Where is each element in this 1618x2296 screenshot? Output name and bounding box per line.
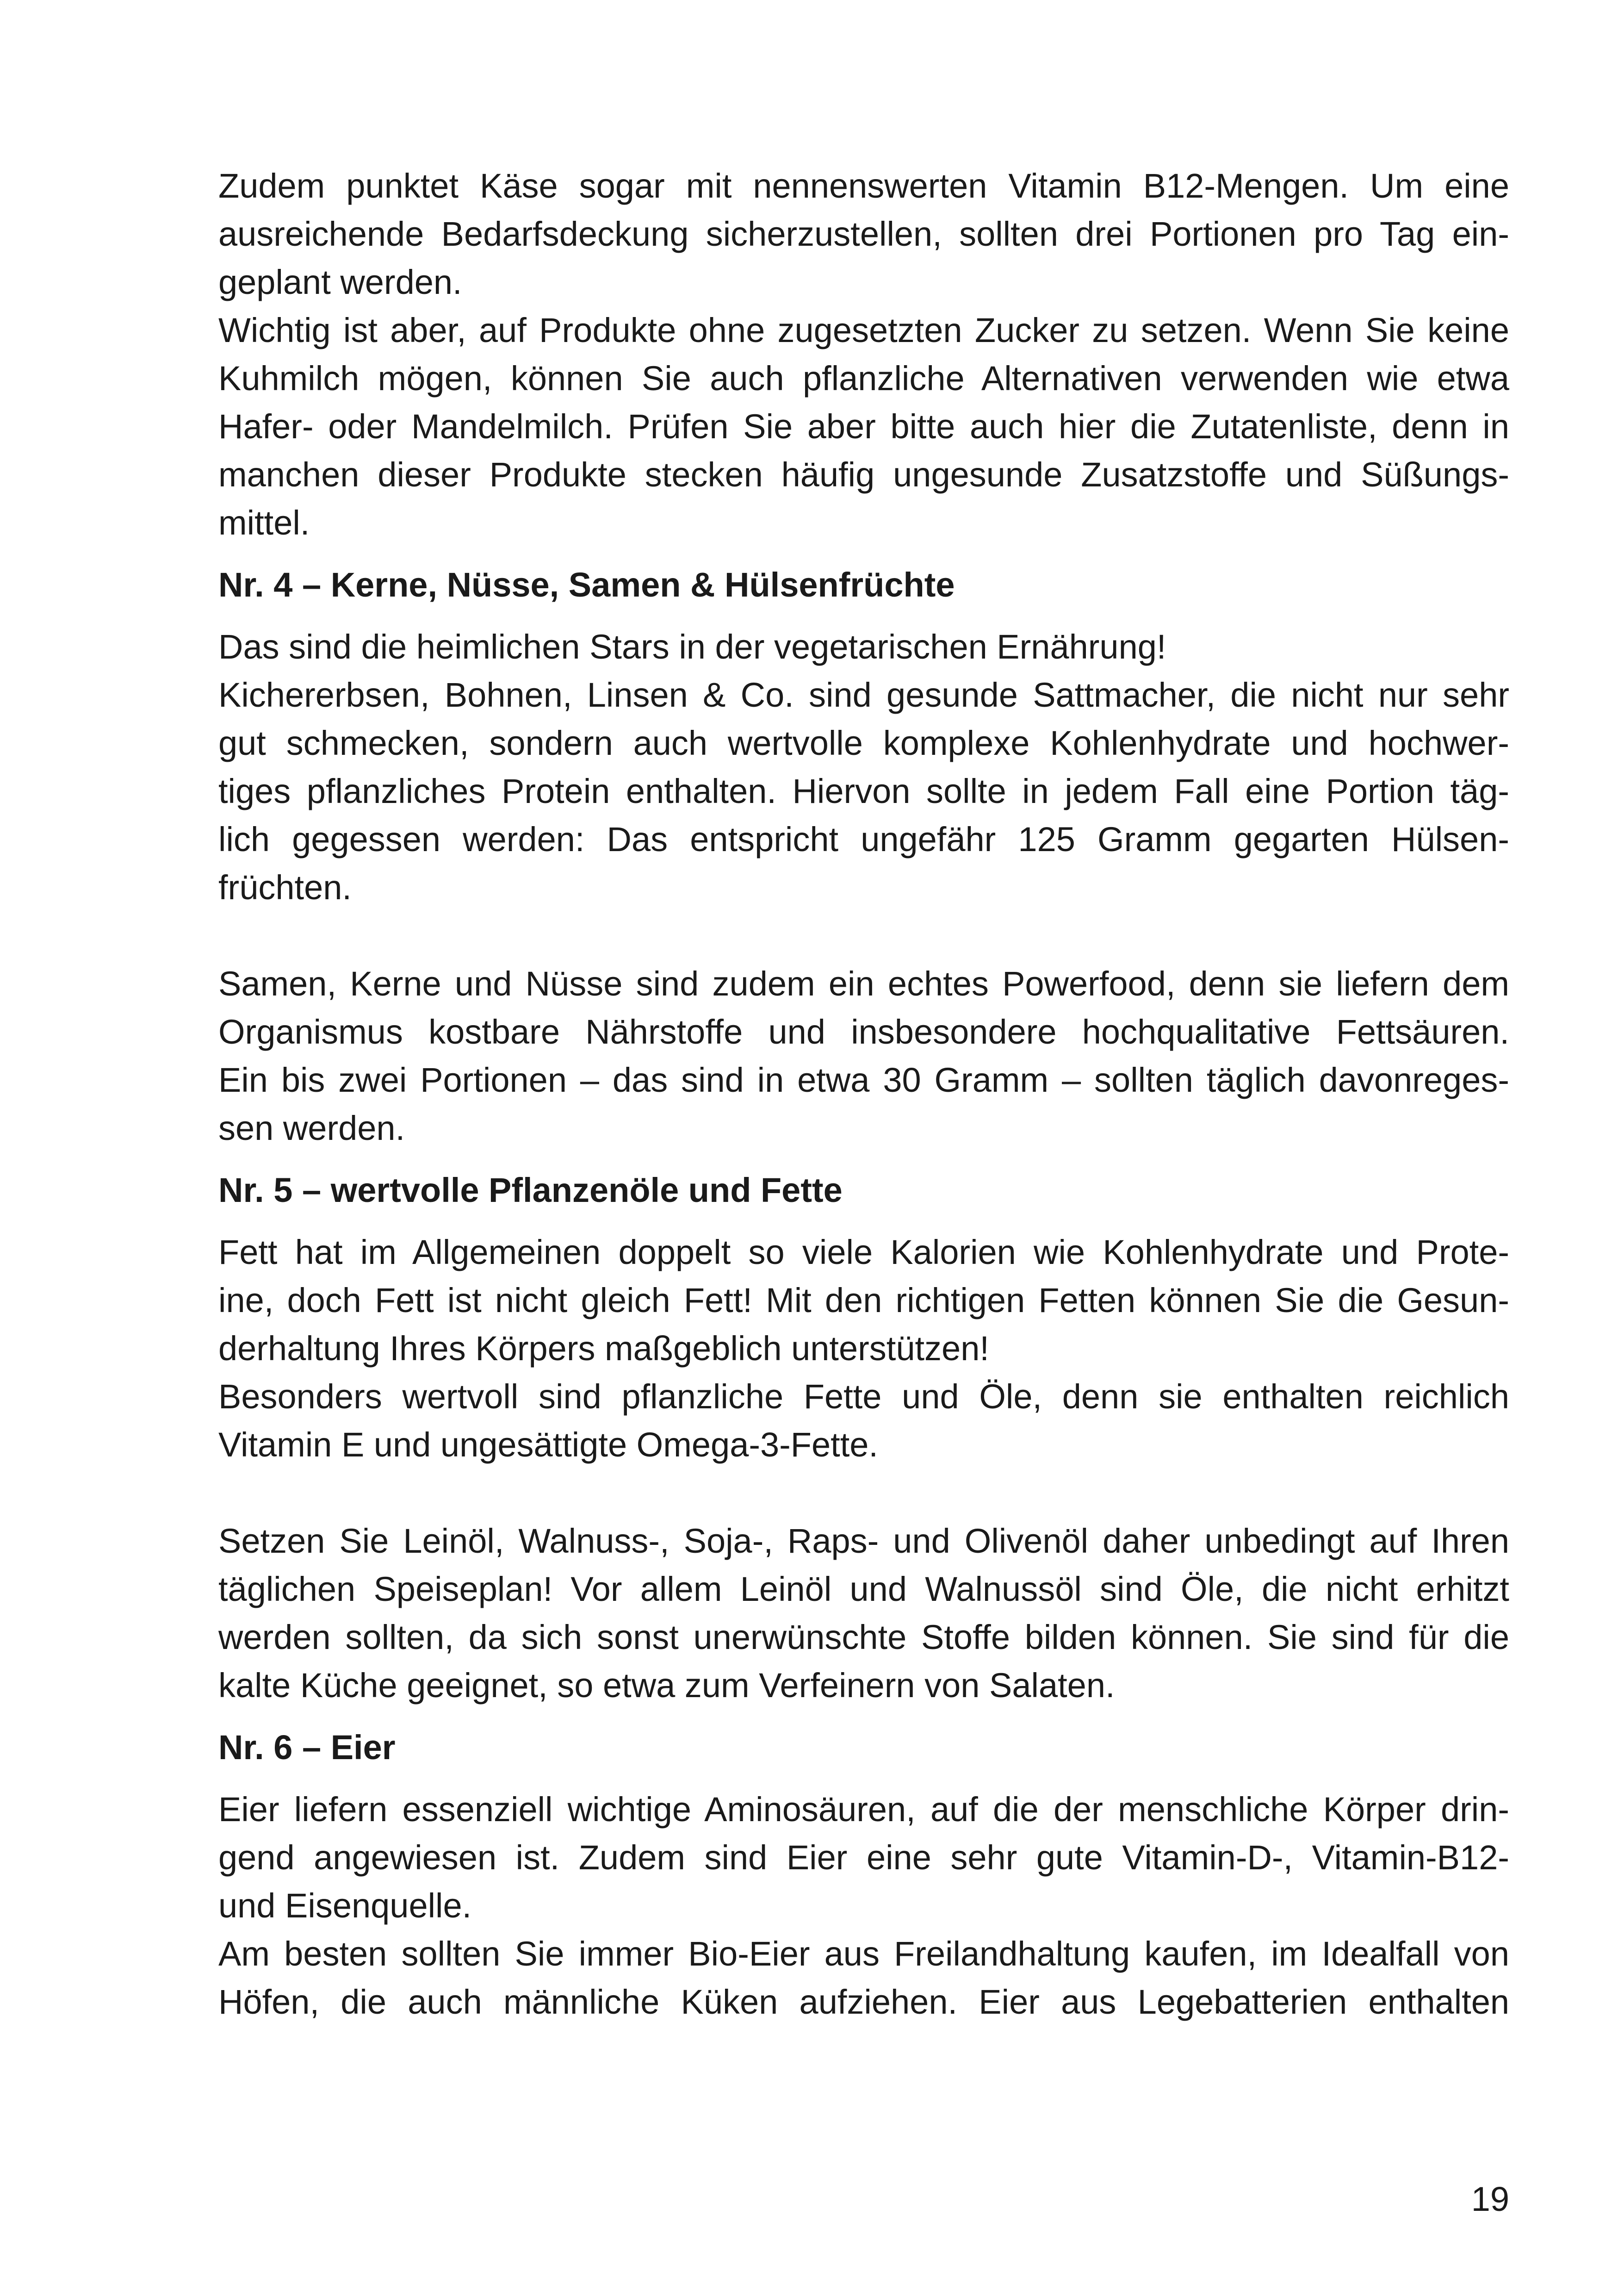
paragraph	[218, 671, 1509, 912]
text-line: Ein bis zwei Portionen – das sind in etwa 30 Gramm – sollten täglich davonreges-	[218, 1061, 1509, 1099]
paragraph	[218, 1373, 1509, 1469]
paragraph	[218, 960, 1509, 1152]
paragraph-break	[218, 1469, 1509, 1517]
text-line: Kichererbsen, Bohnen, Linsen & Co. sind gesunde Sattmacher, die nicht nur sehr	[218, 676, 1509, 714]
paragraph	[218, 1930, 1509, 2026]
paragraph	[218, 1517, 1509, 1710]
text-line: Kuhmilch mögen, können Sie auch pflanzliche Alternativen verwenden wie etwa	[218, 359, 1509, 398]
section-heading: Nr. 4 – Kerne, Nüsse, Samen & Hülsenfrüchte	[218, 566, 955, 604]
text-line: Wichtig ist aber, auf Produkte ohne zugesetzten Zucker zu setzen. Wenn Sie keine	[218, 311, 1509, 349]
paragraph	[218, 1228, 1509, 1373]
text-line: Samen, Kerne und Nüsse sind zudem ein echtes Powerfood, denn sie liefern dem	[218, 964, 1509, 1003]
text-line: ausreichende Bedarfsdeckung sicherzustellen, sollten drei Portionen pro Tag ein-	[218, 215, 1509, 253]
text-line: lich gegessen werden: Das entspricht ungefähr 125 Gramm gegarten Hülsen-	[218, 820, 1509, 859]
text-line: sen werden.	[218, 1109, 405, 1147]
spacer	[218, 547, 1509, 561]
page-content	[218, 162, 1509, 2026]
text-line: täglichen Speiseplan! Vor allem Leinöl und Walnussöl sind Öle, die nicht erhitzt	[218, 1570, 1509, 1608]
text-line: tiges pflanzliches Protein enthalten. Hiervon sollte in jedem Fall eine Portion täg-	[218, 772, 1509, 810]
text-line: kalte Küche geeignet, so etwa zum Verfeinern von Salaten.	[218, 1666, 1115, 1705]
paragraph	[218, 623, 1509, 671]
text-line: Hafer- oder Mandelmilch. Prüfen Sie aber bitte auch hier die Zutatenliste, denn in	[218, 407, 1509, 446]
text-line: ine, doch Fett ist nicht gleich Fett! Mit den richtigen Fetten können Sie die Gesun-	[218, 1281, 1509, 1319]
text-line: Setzen Sie Leinöl, Walnuss-, Soja-, Raps- und Olivenöl daher unbedingt auf Ihren	[218, 1522, 1509, 1560]
text-line: Am besten sollten Sie immer Bio-Eier aus Freilandhaltung kaufen, im Idealfall von	[218, 1935, 1509, 1973]
text-line: Eier liefern essenziell wichtige Aminosäuren, auf die der menschliche Körper drin-	[218, 1790, 1509, 1829]
text-line: mittel.	[218, 504, 310, 542]
text-line: Fett hat im Allgemeinen doppelt so viele Kalorien wie Kohlenhydrate und Prote-	[218, 1233, 1509, 1271]
text-line: Besonders wertvoll sind pflanzliche Fette und Öle, denn sie enthalten reichlich	[218, 1377, 1509, 1416]
paragraph	[218, 306, 1509, 547]
text-line: Das sind die heimlichen Stars in der vegetarischen Ernährung!	[218, 628, 1166, 666]
text-line: Vitamin E und ungesättigte Omega-3-Fette.	[218, 1425, 878, 1464]
text-line: Höfen, die auch männliche Küken aufziehen. Eier aus Legebatterien enthalten	[218, 1983, 1509, 2021]
paragraph	[218, 1786, 1509, 1930]
text-line: Zudem punktet Käse sogar mit nennenswerten Vitamin B12-Mengen. Um eine	[218, 167, 1509, 205]
text-line: und Eisenquelle.	[218, 1886, 472, 1925]
page-number: 19	[1471, 2180, 1509, 2218]
spacer	[218, 1710, 1509, 1724]
text-line: derhaltung Ihres Körpers maßgeblich unterstützen!	[218, 1329, 989, 1368]
text-line: geplant werden.	[218, 263, 462, 301]
spacer	[218, 1152, 1509, 1166]
spacer	[218, 609, 1509, 623]
section-heading: Nr. 6 – Eier	[218, 1728, 396, 1767]
text-line: gut schmecken, sondern auch wertvolle komplexe Kohlenhydrate und hochwer-	[218, 724, 1509, 762]
spacer	[218, 1772, 1509, 1786]
text-line: Organismus kostbare Nährstoffe und insbesondere hochqualitative Fettsäuren.	[218, 1013, 1509, 1051]
text-line: manchen dieser Produkte stecken häufig ungesunde Zusatzstoffe und Süßungs-	[218, 455, 1509, 494]
paragraph-break	[218, 912, 1509, 960]
text-line: werden sollten, da sich sonst unerwünschte Stoffe bilden können. Sie sind für die	[218, 1618, 1509, 1656]
section-heading: Nr. 5 – wertvolle Pflanzenöle und Fette	[218, 1171, 843, 1209]
text-line: früchten.	[218, 868, 352, 907]
spacer	[218, 1214, 1509, 1228]
paragraph	[218, 162, 1509, 306]
text-line: gend angewiesen ist. Zudem sind Eier eine sehr gute Vitamin-D-, Vitamin-B12-	[218, 1838, 1509, 1877]
